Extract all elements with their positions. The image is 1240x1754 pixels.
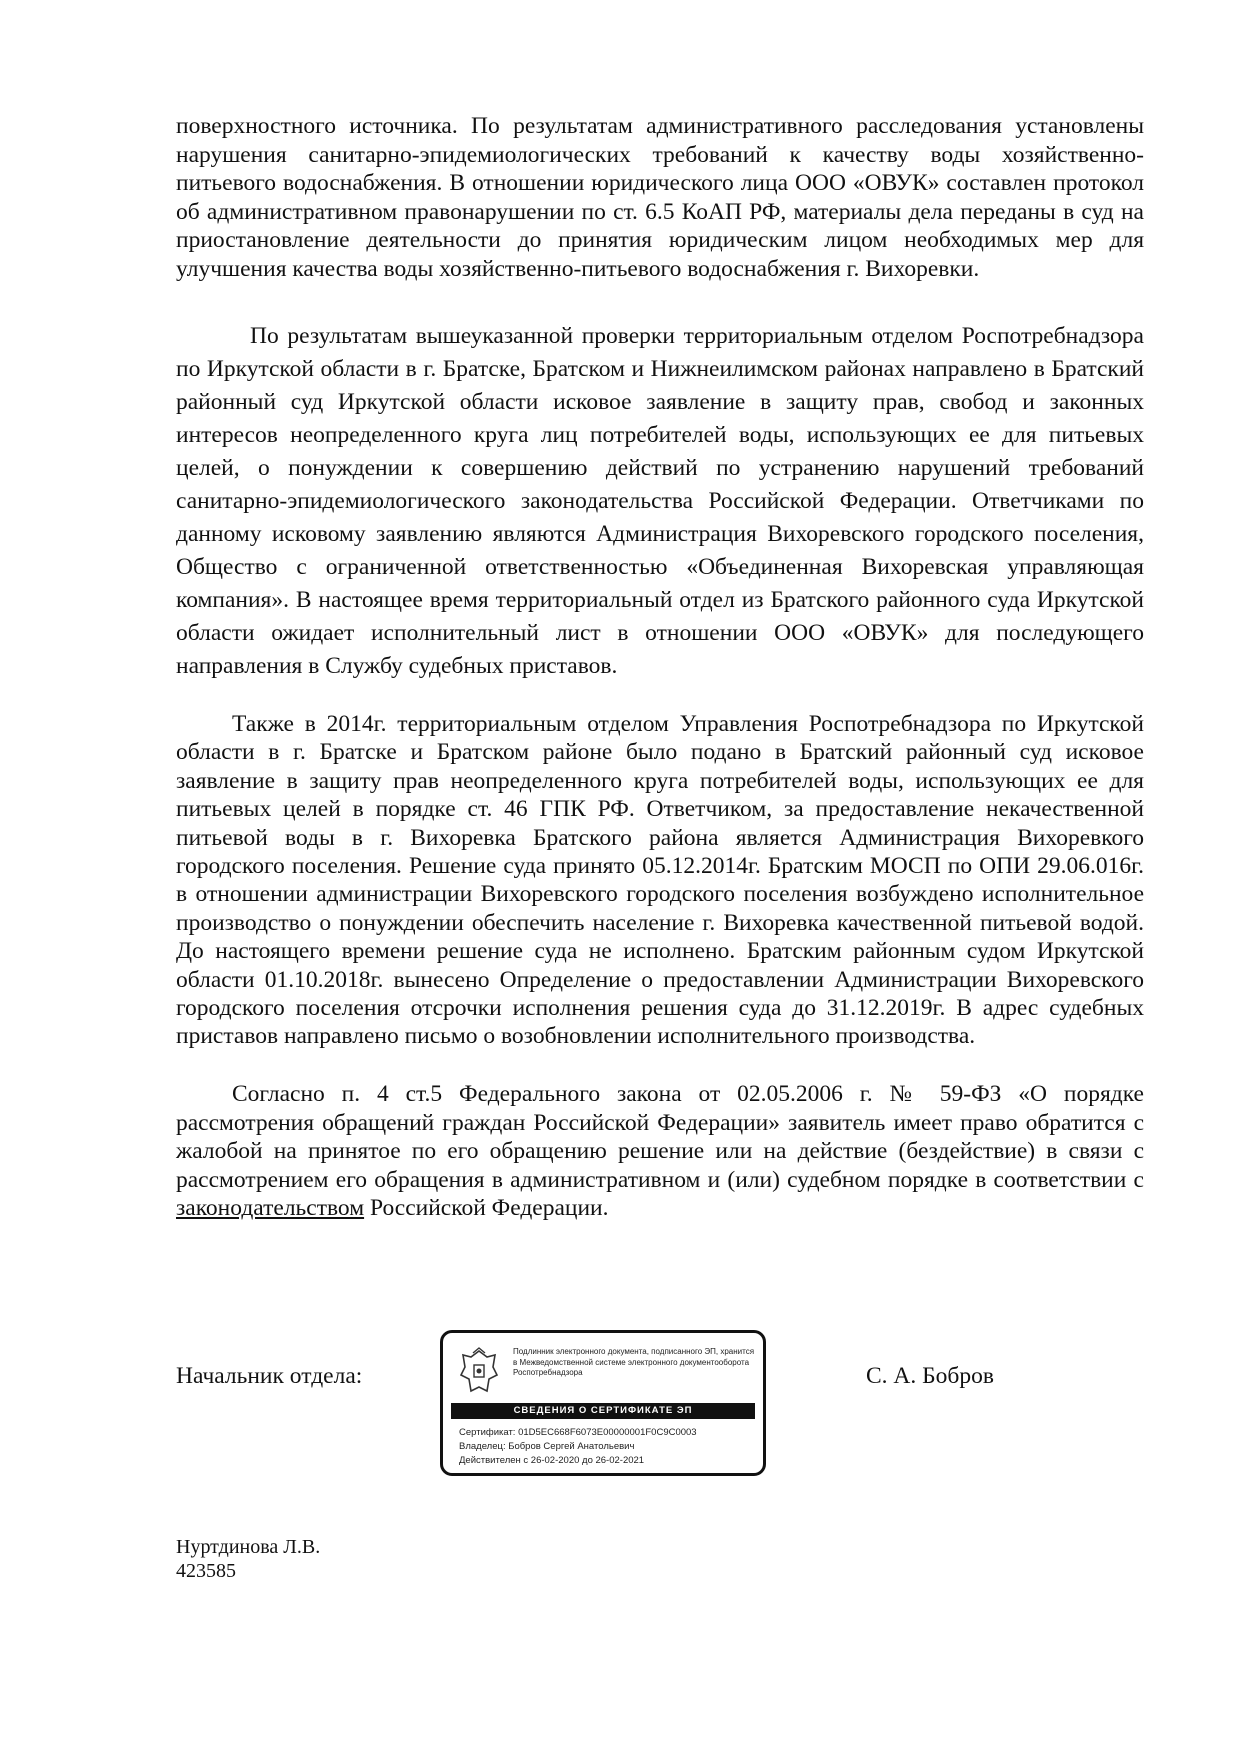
- certificate-number: Сертификат: 01D5EC668F6073E00000001F0C9C0003: [459, 1427, 697, 1438]
- paragraph-4-text-start: Согласно п. 4 ст.5 Федерального закона от 02.05.2006 г. № 59-ФЗ «О порядке рассмотрения обращений граждан Российской Федерации» заявитель имеет право обратится с жалобой на принятое по его обращению решение или на действие (бездействие) в связи с рассмотрением его обращения в административном и (или) судебном порядке в соответствии с: [176, 1081, 1144, 1193]
- paragraph-2: По результатам вышеуказанной проверки территориальным отделом Роспотребнадзора по Иркутской области в г. Братске, Братском и Нижнеилимском районах направлено в Братский районный суд Иркутской области исковое заявление в защиту прав, свобод и законных интересов неопределенного круга лиц потребителей воды, использующих ее для питьевых целей, о понуждении к совершению действий по устранению нарушений требований санитарно-эпидемиологического законодательства Российской Федерации. Ответчиками по данному исковому заявлению являются Администрация Вихоревского городского поселения, Общество с ограниченной ответственностью «Объединенная Вихоревская управляющая компания». В настоящее время территориальный отдел из Братского районного суда Иркутской области ожидает исполнительный лист в отношении ООО «ОВУК» для последующего направления в Службу судебных приставов.: [176, 323, 1144, 679]
- executor-name: Нуртдинова Л.В.: [176, 1536, 321, 1558]
- paragraph-4-text-end: Российской Федерации.: [364, 1195, 609, 1222]
- certificate-validity: Действителен с 26-02-2020 до 26-02-2021: [459, 1455, 645, 1466]
- paragraph-4: [176, 1080, 1144, 1223]
- signatory-name: С. А. Бобров: [866, 1363, 994, 1389]
- signatory-position: Начальник отдела:: [176, 1363, 363, 1389]
- executor-phone: 423585: [176, 1560, 236, 1582]
- legislation-link[interactable]: законодательством: [176, 1195, 365, 1222]
- coat-of-arms-icon: [457, 1347, 501, 1397]
- stamp-note: Подлинник электронного документа, подписанного ЭП, хранится в Межведомственной системе электронного документооборота Роспотребнадзора: [513, 1347, 755, 1377]
- electronic-signature-stamp: [440, 1330, 766, 1476]
- paragraph-3: Также в 2014г. территориальным отделом Управления Роспотребнадзора по Иркутской области в г. Братске и Братском районе было подано в Братский районный суд исковое заявление в защиту прав неопределенного круга потребителей воды, использующих ее для питьевых целей в порядке ст. 46 ГПК РФ. Ответчиком, за предоставление некачественной питьевой воды в г. Вихоревка Братского района является Администрация Вихоревкого городского поселения. Решение суда принято 05.12.2014г. Братским МОСП по ОПИ 29.06.016г. в отношении администрации Вихоревского городского поселения возбуждено исполнительное производство о понуждении обеспечить население г. Вихоревка качественной питьевой водой. До настоящего времени решение суда не исполнено. Братским районным судом Иркутской области 01.10.2018г. вынесено Определение о предоставлении Администрации Вихоревского городского поселения отсрочки исполнения решения суда до 31.12.2019г. В адрес судебных приставов направлено письмо о возобновлении исполнительного производства.: [176, 711, 1144, 1050]
- paragraph-1: поверхностного источника. По результатам административного расследования установлены нарушения санитарно-эпидемиологических требований к качеству воды хозяйственно-питьевого водоснабжения. В отношении юридического лица ООО «ОВУК» составлен протокол об административном правонарушении по ст. 6.5 КоАП РФ, материалы дела переданы в суд на приостановление деятельности до принятия юридическим лицом необходимых мер для улучшения качества воды хозяйственно-питьевого водоснабжения г. Вихоревки.: [176, 113, 1144, 282]
- certificate-header: СВЕДЕНИЯ О СЕРТИФИКАТЕ ЭП: [451, 1403, 755, 1419]
- certificate-owner: Владелец: Бобров Сергей Анатольевич: [459, 1441, 635, 1452]
